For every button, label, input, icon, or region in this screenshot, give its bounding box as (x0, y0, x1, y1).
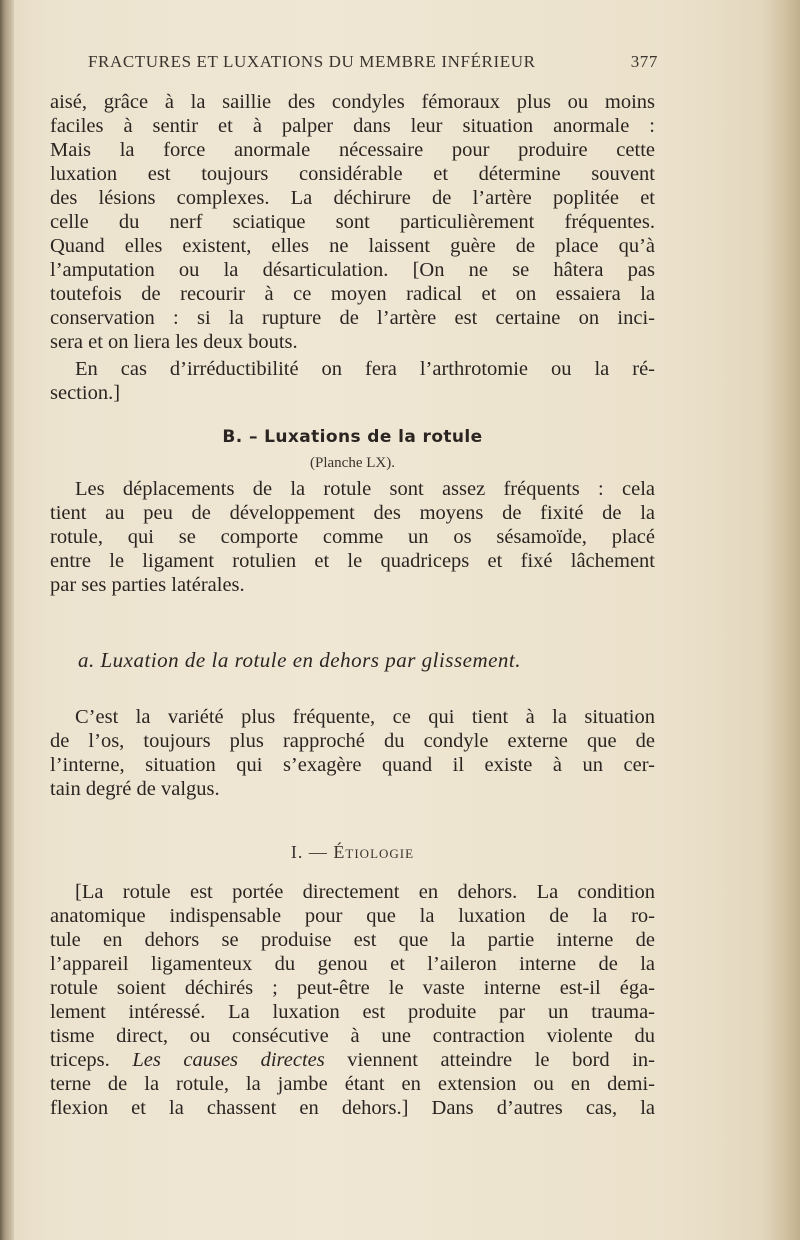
running-title: FRACTURES ET LUXATIONS DU MEMBRE INFÉRIEUR (88, 52, 536, 71)
text-line: tain degré de valgus. (50, 778, 220, 800)
text-line: tient au peu de développement des moyens de fixité de la (50, 502, 655, 524)
text-line-mixed (50, 1048, 655, 1072)
text-line: Les déplacements de la rotule sont assez fréquents : cela (75, 478, 655, 500)
text-line: En cas d’irréductibilité on fera l’arthrotomie ou la ré- (75, 358, 655, 380)
paragraph-3 (50, 477, 655, 597)
heading-numeral: I. — (290, 842, 328, 862)
text-run: triceps. (50, 1049, 133, 1071)
text-line: l’interne, situation qui s’exagère quand il existe à un cer- (50, 754, 655, 776)
page-binding-shadow (0, 0, 14, 1240)
text-line: terne de la rotule, la jambe étant en extension ou en demi- (50, 1073, 655, 1095)
text-line: sera et on liera les deux bouts. (50, 331, 298, 353)
text-line: lement intéressé. La luxation est produite par un trauma- (50, 1001, 655, 1023)
paragraph-4 (50, 705, 655, 801)
text-line: rotule soient déchirés ; peut-être le vaste interne est-il éga- (50, 977, 655, 999)
text-line: section.] (50, 382, 121, 404)
text-line: rotule, qui se comporte comme un os sésamoïde, placé (50, 526, 655, 548)
text-line: luxation est toujours considérable et détermine souvent (50, 163, 655, 185)
etiology-heading (50, 842, 655, 863)
text-run: viennent atteindre le bord in- (324, 1049, 655, 1071)
text-line: entre le ligament rotulien et le quadriceps et fixé lâchement (50, 550, 655, 572)
text-line: anatomique indispensable pour que la luxation de la ro- (50, 905, 655, 927)
page-edge-shadow (762, 0, 800, 1240)
text-line: celle du nerf sciatique sont particulièrement fréquentes. (50, 211, 655, 233)
text-line: l’appareil ligamenteux du genou et l’aileron interne de la (50, 953, 655, 975)
heading-title: Étiologie (333, 842, 415, 862)
running-head (88, 52, 658, 76)
text-line: aisé, grâce à la saillie des condyles fémoraux plus ou moins (50, 91, 655, 113)
text-line: tule en dehors se produise est que la partie interne de (50, 929, 655, 951)
text-line: des lésions complexes. La déchirure de l’artère poplitée et (50, 187, 655, 209)
plate-reference: (Planche LX). (310, 455, 395, 471)
italic-run: Les causes directes (132, 1049, 325, 1071)
text-line: flexion et la chassent en dehors.] Dans d’autres cas, la (50, 1097, 655, 1119)
paragraph-5 (50, 880, 655, 1120)
text-line: Quand elles existent, elles ne laissent guère de place qu’à (50, 235, 655, 257)
paragraph-1 (50, 90, 655, 354)
text-line: conservation : si la rupture de l’artère est certaine on inci- (50, 307, 655, 329)
text-line: C’est la variété plus fréquente, ce qui tient à la situation (75, 706, 655, 728)
text-line: l’amputation ou la désarticulation. [On ne se hâtera pas (50, 259, 655, 281)
text-line: tisme direct, ou consécutive à une contraction violente du (50, 1025, 655, 1047)
text-line: [La rotule est portée directement en dehors. La condition (75, 881, 655, 903)
section-heading: B. – Luxations de la rotule (222, 427, 483, 447)
page-number: 377 (630, 52, 658, 71)
text-line: de l’os, toujours plus rapproché du condyle externe que de (50, 730, 655, 752)
text-line: Mais la force anormale nécessaire pour produire cette (50, 139, 655, 161)
text-line: par ses parties latérales. (50, 574, 245, 596)
subsection-heading: a. Luxation de la rotule en dehors par glissement. (78, 648, 522, 672)
text-line: toutefois de recourir à ce moyen radical et on essaiera la (50, 283, 655, 305)
paragraph-2 (50, 357, 655, 405)
text-line: faciles à sentir et à palper dans leur situation anormale : (50, 115, 655, 137)
